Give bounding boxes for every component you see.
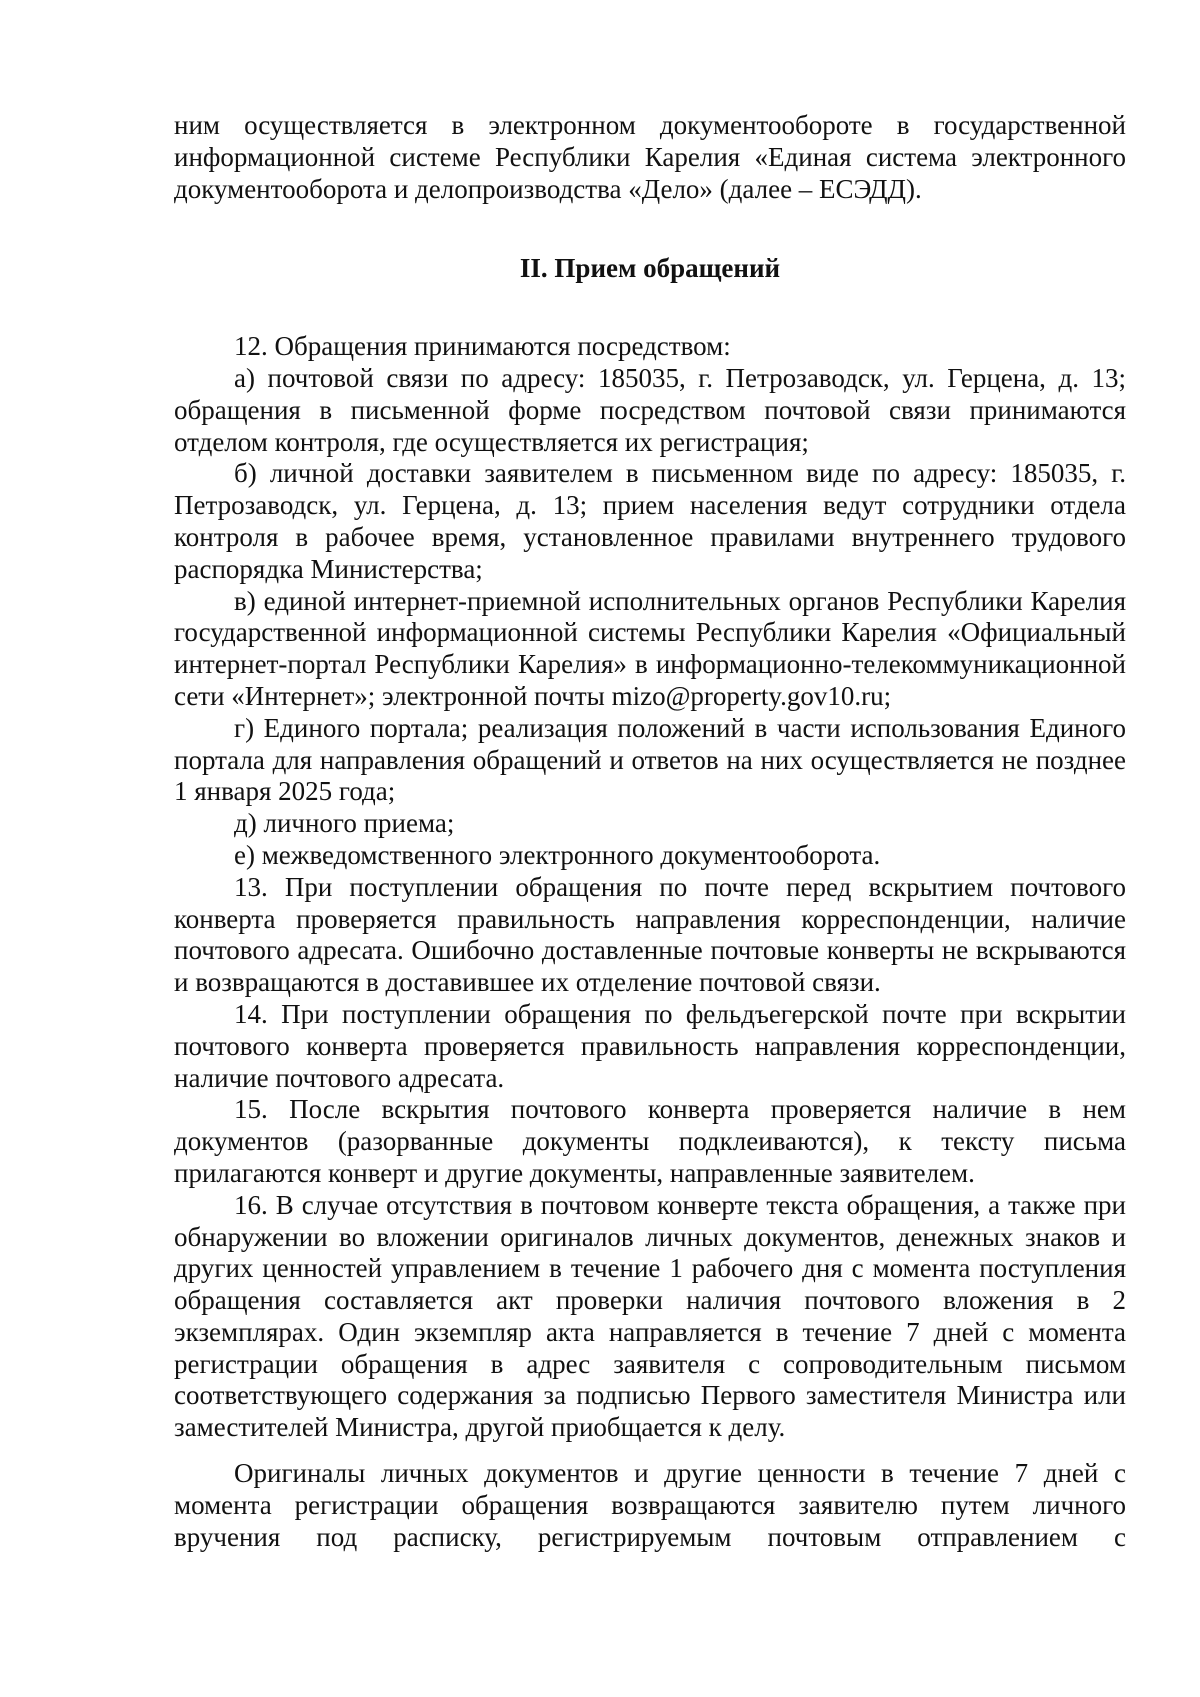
paragraph-12g: г) Единого портала; реализация положений в части использования Единого портала для направления обращений и ответов на них осуществляется не позднее 1 января 2025 года; xyxy=(174,712,1126,807)
section-title: II. Прием обращений xyxy=(519,253,781,284)
paragraph-12a: а) почтовой связи по адресу: 185035, г. Петрозаводск, ул. Герцена, д. 13; обращения в письменной форме посредством почтовой связи принимаются отделом контроля, где осуществляется их регистрация; xyxy=(174,362,1126,457)
final-paragraph: Оригиналы личных документов и другие ценности в течение 7 дней с момента регистрации обращения возвращаются заявителю путем личного вручения под расписку, регистрируемым почтовым отправлением с xyxy=(174,1458,1126,1552)
document-page xyxy=(174,110,1126,1553)
paragraph-12b: б) личной доставки заявителем в письменном виде по адресу: 185035, г. Петрозаводск, ул. Герцена, д. 13; прием населения ведут сотрудники отдела контроля в рабочее время, установленное правилами внутреннего трудового распорядка Министерства; xyxy=(174,458,1126,584)
paragraph-14: 14. При поступлении обращения по фельдъегерской почте при вскрытии почтового конверта проверяется правильность направления корреспонденции, наличие почтового адресата. xyxy=(174,998,1126,1093)
paragraph-12d: д) личного приема; xyxy=(234,808,455,839)
paragraph-12v: в) единой интернет-приемной исполнительных органов Республики Карелия государственной информационной системы Республики Карелия «Официальный интернет-портал Республики Карелия» в информационно-телекоммуникационной сети «Интернет»; электронной почты mizo@property.gov10.ru; xyxy=(174,585,1126,711)
intro-paragraph: ним осуществляется в электронном документообороте в государственной информационной системе Республики Карелия «Единая система электронного документооборота и делопроизводства «Дело» (далее – ЕСЭДД). xyxy=(174,110,1126,204)
paragraph-13: 13. При поступлении обращения по почте перед вскрытием почтового конверта проверяется правильность направления корреспонденции, наличие почтового адресата. Ошибочно доставленные почтовые конверты не вскрываются и возвращаются в доставившее их отделение почтовой связи. xyxy=(174,871,1126,998)
paragraph-15: 15. После вскрытия почтового конверта проверяется наличие в нем документов (разорванные документы подклеиваются), к тексту письма прилагаются конверт и другие документы, направленные заявителем. xyxy=(174,1094,1126,1188)
paragraph-12e: е) межведомственного электронного документооборота. xyxy=(234,839,881,870)
paragraph-16: 16. В случае отсутствия в почтовом конверте текста обращения, а также при обнаружении во вложении оригиналов личных документов, денежных знаков и других ценностей управлением в течение 1 рабочего дня с момента поступления обращения составляется акт проверки наличия почтового вложения в 2 экземплярах. Один экземпляр акта направляется в течение 7 дней с момента регистрации обращения в адрес заявителя с сопроводительным письмом соответствующего содержания за подписью Первого заместителя Министра или заместителей Министра, другой приобщается к делу. xyxy=(174,1189,1126,1443)
paragraph-12: 12. Обращения принимаются посредством: xyxy=(234,331,731,362)
